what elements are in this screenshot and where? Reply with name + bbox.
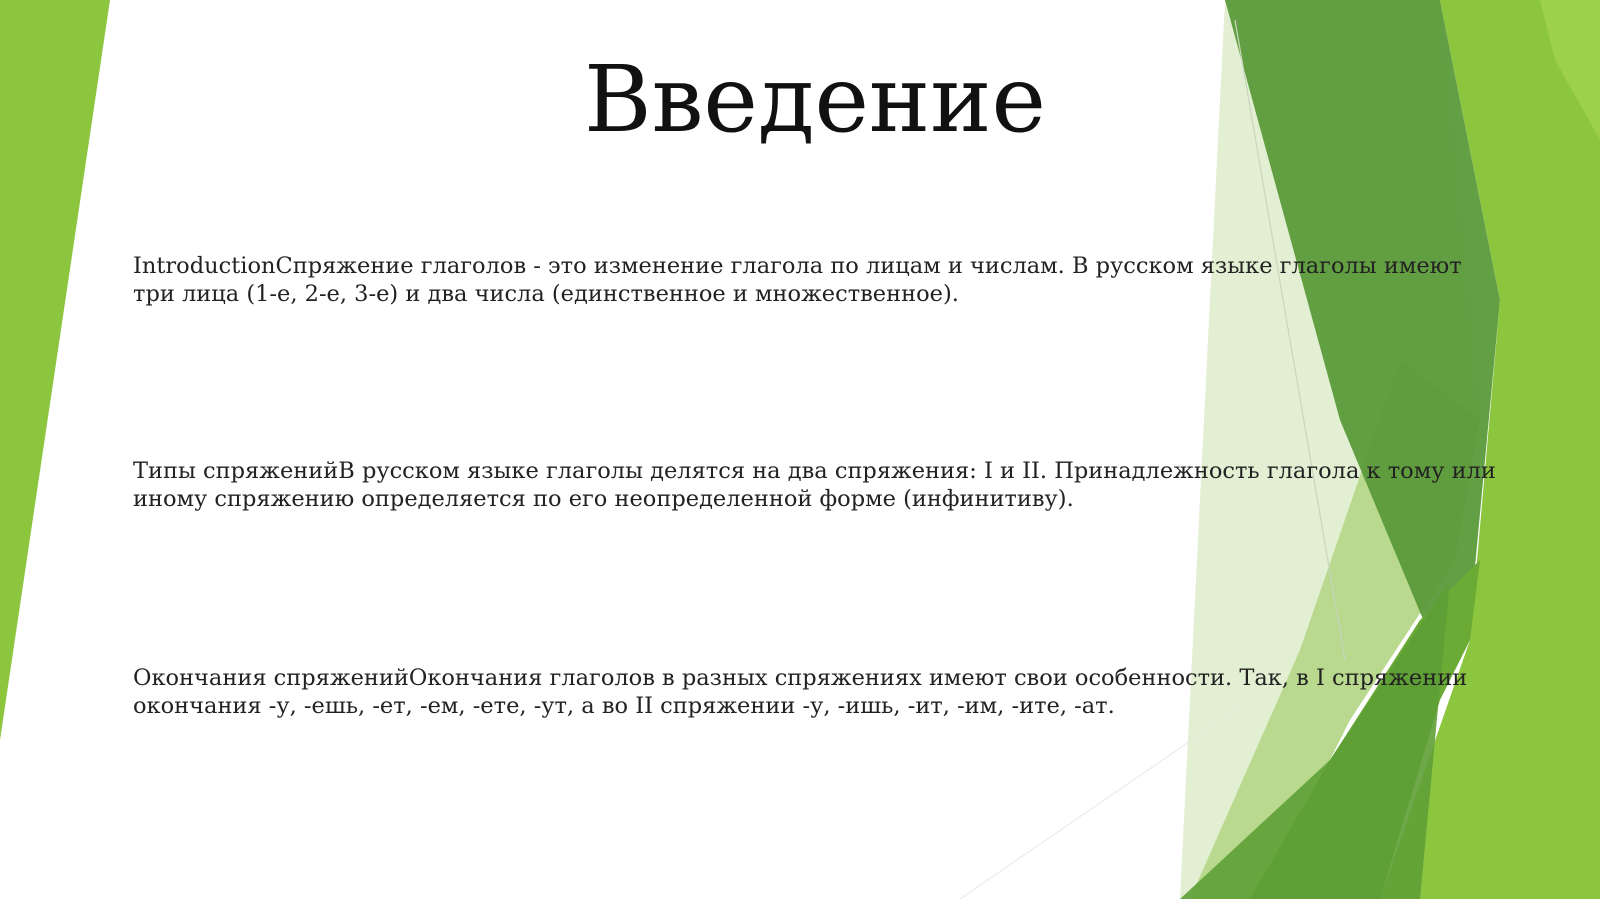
slide-title: Введение xyxy=(583,46,1047,153)
paragraph-introduction: IntroductionСпряжение глаголов - это изменение глагола по лицам и числам. В русском языке глаголы имеют три лица (1-е, 2-е, 3-е) и два числа (единственное и множественное). xyxy=(133,253,1462,307)
paragraph-conjugation-types: Типы спряженийВ русском языке глаголы делятся на два спряжения: I и II. Принадлежность глагола к тому или иному спряжению определяется по его неопределенной форме (инфинитиву). xyxy=(133,458,1496,512)
paragraph-conjugation-endings: Окончания спряженийОкончания глаголов в разных спряжениях имеют свои особенности. Так, в I спряжении окончания -у, -ешь, -ет, -ем, -ете, -ут, а во II спряжении -у, -ишь, -ит, -им, -ите, -ат. xyxy=(133,665,1468,719)
